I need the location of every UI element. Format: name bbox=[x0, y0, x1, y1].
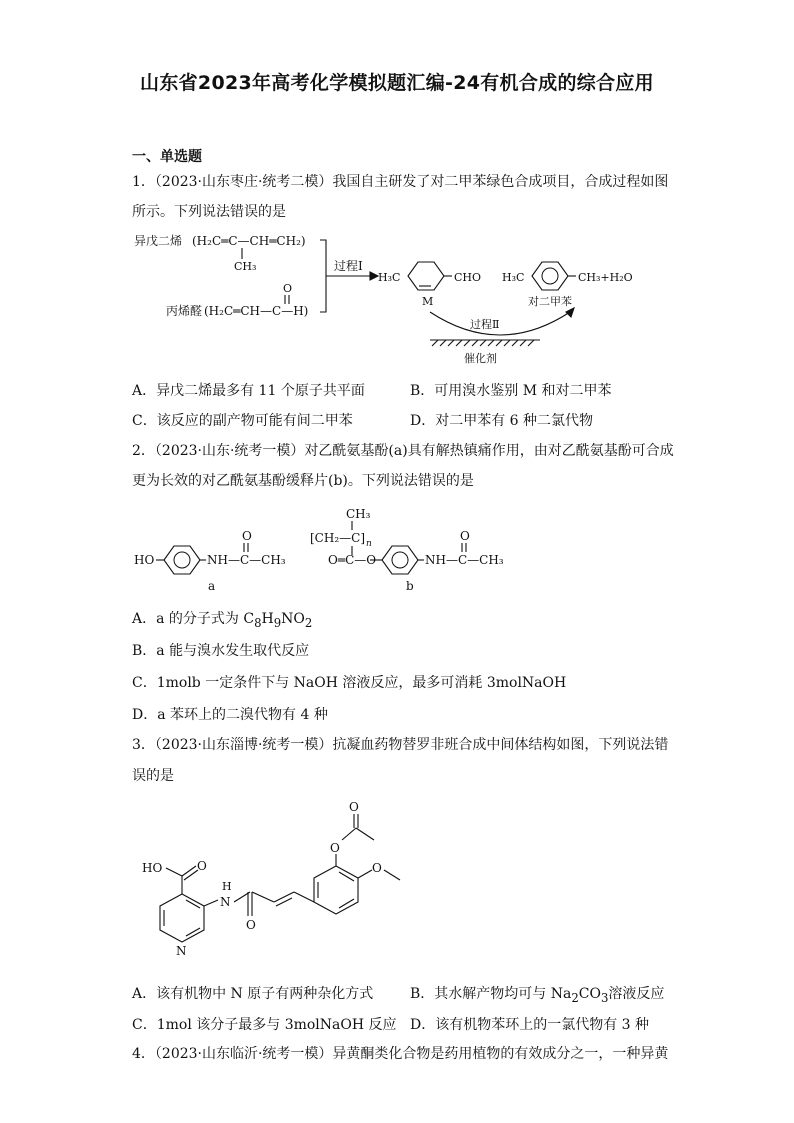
a-hydroxyl: HO bbox=[134, 553, 155, 567]
q1-option-d[interactable]: D．对二甲苯有 6 种二氯代物 bbox=[410, 413, 594, 429]
q3-ester-o-bond bbox=[342, 828, 356, 840]
q3-benzene-double2 bbox=[339, 899, 354, 908]
a-aromatic-circle bbox=[174, 552, 190, 568]
q3-methoxy-methyl bbox=[384, 870, 400, 880]
b-amide-chain: NH—C—CH₃ bbox=[425, 553, 504, 567]
q3-oh-bond bbox=[166, 868, 182, 876]
q3-option-b-co: CO bbox=[578, 986, 601, 1002]
isoprene-methyl: CH₃ bbox=[234, 260, 257, 273]
q1-option-c[interactable]: C．该反应的副产物可能有间二甲苯 bbox=[132, 413, 353, 429]
q2-option-a[interactable] bbox=[132, 608, 312, 630]
b-aromatic-circle bbox=[392, 552, 408, 568]
process2-curved-arrow bbox=[430, 312, 570, 335]
process1-arrowhead bbox=[370, 272, 378, 280]
b-label: b bbox=[406, 579, 414, 593]
a-amide-chain: NH—C—CH₃ bbox=[207, 553, 286, 567]
q2-option-a-sub3: 2 bbox=[304, 615, 313, 630]
q1-stem-line2: 所示。下列说法错误的是 bbox=[132, 204, 286, 220]
q3-amide-h: H bbox=[222, 880, 232, 893]
a-benzene-ring bbox=[164, 546, 200, 574]
q3-structure-figure bbox=[130, 792, 430, 970]
process1-label: 过程Ⅰ bbox=[334, 259, 363, 273]
acrolein-label: 丙烯醛 bbox=[166, 304, 203, 318]
q3-benzene-ring bbox=[314, 866, 358, 914]
q2-option-b[interactable]: B．a 能与溴水发生取代反应 bbox=[132, 643, 310, 659]
q2-structure-figure bbox=[130, 500, 550, 596]
q1-reaction-figure bbox=[130, 228, 690, 368]
q2-option-a-h: H bbox=[261, 611, 274, 627]
q2-option-c[interactable]: C．1molb 一定条件下与 NaOH 溶液反应，最多可消耗 3molNaOH bbox=[132, 675, 567, 691]
xylene-methyl-right: CH₃+H₂O bbox=[578, 271, 633, 284]
q2-option-d[interactable]: D．a 苯环上的二溴代物有 4 种 bbox=[132, 707, 328, 723]
q3-pyr-double3 bbox=[186, 928, 200, 936]
q3-cooh-co2 bbox=[184, 870, 198, 880]
q4-stem-line1: 4．（2023·山东临沂·统考一模）异黄酮类化合物是药用植物的有效成分之一，一种异黄 bbox=[132, 1046, 669, 1062]
b-ester-group: O═C—O bbox=[328, 553, 377, 567]
q3-option-b-sub2: 3 bbox=[600, 990, 609, 1005]
q3-pyridine-ring bbox=[160, 894, 204, 942]
process2-label: 过程Ⅱ bbox=[470, 318, 500, 331]
q2-option-a-text: A．a 的分子式为 C bbox=[132, 611, 255, 627]
q3-amide-oxygen: O bbox=[246, 918, 256, 932]
q1-option-b[interactable]: B．可用溴水鉴别 M 和对二甲苯 bbox=[410, 383, 612, 399]
q3-amide-n: N bbox=[220, 895, 231, 909]
q3-ome-bond bbox=[358, 870, 372, 878]
page-title: 山东省2023年高考化学模拟题汇编-24有机合成的综合应用 bbox=[140, 72, 654, 94]
q2-option-a-no: NO bbox=[281, 611, 305, 627]
xylene-methyl-left: H₃C bbox=[502, 271, 525, 284]
a-carbonyl-oxygen: O bbox=[242, 529, 252, 543]
q3-stem-line2: 误的是 bbox=[132, 768, 174, 784]
xylene-ring bbox=[532, 262, 568, 290]
m-aldehyde: CHO bbox=[454, 271, 482, 284]
q3-pyr-double1 bbox=[186, 900, 200, 908]
q3-option-d[interactable]: D．该有机物苯环上的一氯代物有 3 种 bbox=[410, 1017, 650, 1033]
q2-stem-line2: 更为长效的对乙酰氨基酚缓释片(b)。下列说法错误的是 bbox=[132, 473, 474, 489]
b-carbonyl-oxygen: O bbox=[460, 529, 470, 543]
acrolein-formula: (H₂C═CH—C—H) bbox=[204, 304, 309, 318]
m-methyl: H₃C bbox=[378, 271, 401, 284]
q3-cooh-co1 bbox=[182, 866, 196, 876]
q3-methoxy-oxygen: O bbox=[372, 861, 382, 875]
isoprene-formula: (H₂C═C—CH═CH₂) bbox=[192, 234, 306, 248]
q3-option-b-tail: 溶液反应 bbox=[608, 986, 665, 1002]
b-methyl: CH₃ bbox=[346, 507, 371, 521]
q3-n-pyr-bond bbox=[204, 900, 218, 906]
catalyst-label: 催化剂 bbox=[464, 352, 497, 365]
a-label: a bbox=[208, 579, 216, 593]
q3-stem-line1: 3．（2023·山东淄博·统考一模）抗凝血药物替罗非班合成中间体结构如图，下列说法错 bbox=[132, 737, 669, 753]
q3-benzene-double1 bbox=[339, 872, 354, 881]
reactant-bracket bbox=[320, 240, 326, 312]
catalyst-hatch bbox=[432, 340, 534, 346]
q3-amide-bond bbox=[252, 892, 274, 902]
q3-option-b-text: B．其水解产物均可与 Na bbox=[410, 986, 572, 1002]
q2-option-a-sub1: 8 bbox=[254, 615, 262, 630]
b-polymer-chain: [CH₂—C] bbox=[310, 531, 366, 545]
q1-stem-line1: 1．（2023·山东枣庄·统考二模）我国自主研发了对二甲苯绿色合成项目，合成过程如图 bbox=[132, 174, 669, 190]
m-label: M bbox=[422, 295, 434, 308]
xylene-name: 对二甲苯 bbox=[528, 295, 572, 308]
b-benzene-ring bbox=[382, 546, 418, 574]
section-heading: 一、单选题 bbox=[132, 149, 202, 165]
q2-option-a-sub2: 9 bbox=[273, 615, 282, 630]
q2-stem-line1: 2．（2023·山东·统考一模）对乙酰氨基酚(a)具有解热镇痛作用，由对乙酰氨基酚可合成 bbox=[132, 443, 674, 459]
acrolein-oxygen: O bbox=[283, 282, 293, 295]
q3-option-c[interactable]: C．1mol 该分子最多与 3molNaOH 反应 bbox=[132, 1017, 397, 1033]
q3-ester-carbonyl-o: O bbox=[349, 800, 359, 814]
q3-ester-oxygen: O bbox=[330, 841, 340, 855]
q3-option-b-sub1: 2 bbox=[571, 990, 579, 1005]
q3-acid-hydroxyl: HO bbox=[142, 861, 163, 875]
b-n-subscript: n bbox=[366, 539, 372, 549]
q3-vinyl-bond2 bbox=[274, 892, 294, 902]
q3-vinyl-bond1 bbox=[294, 892, 314, 902]
xylene-aromatic-circle bbox=[542, 268, 558, 284]
q3-acid-oxygen: O bbox=[197, 859, 207, 873]
isoprene-label: 异戊二烯 bbox=[134, 234, 183, 248]
process2-arrowhead bbox=[566, 308, 574, 317]
q3-option-b[interactable] bbox=[410, 983, 664, 1005]
q3-ester-methyl-bond bbox=[356, 828, 374, 840]
q3-pyridine-n: N bbox=[176, 944, 187, 958]
q3-option-a[interactable]: A．该有机物中 N 原子有两种杂化方式 bbox=[132, 986, 374, 1002]
q1-option-a[interactable]: A．异戊二烯最多有 11 个原子共平面 bbox=[132, 383, 365, 399]
